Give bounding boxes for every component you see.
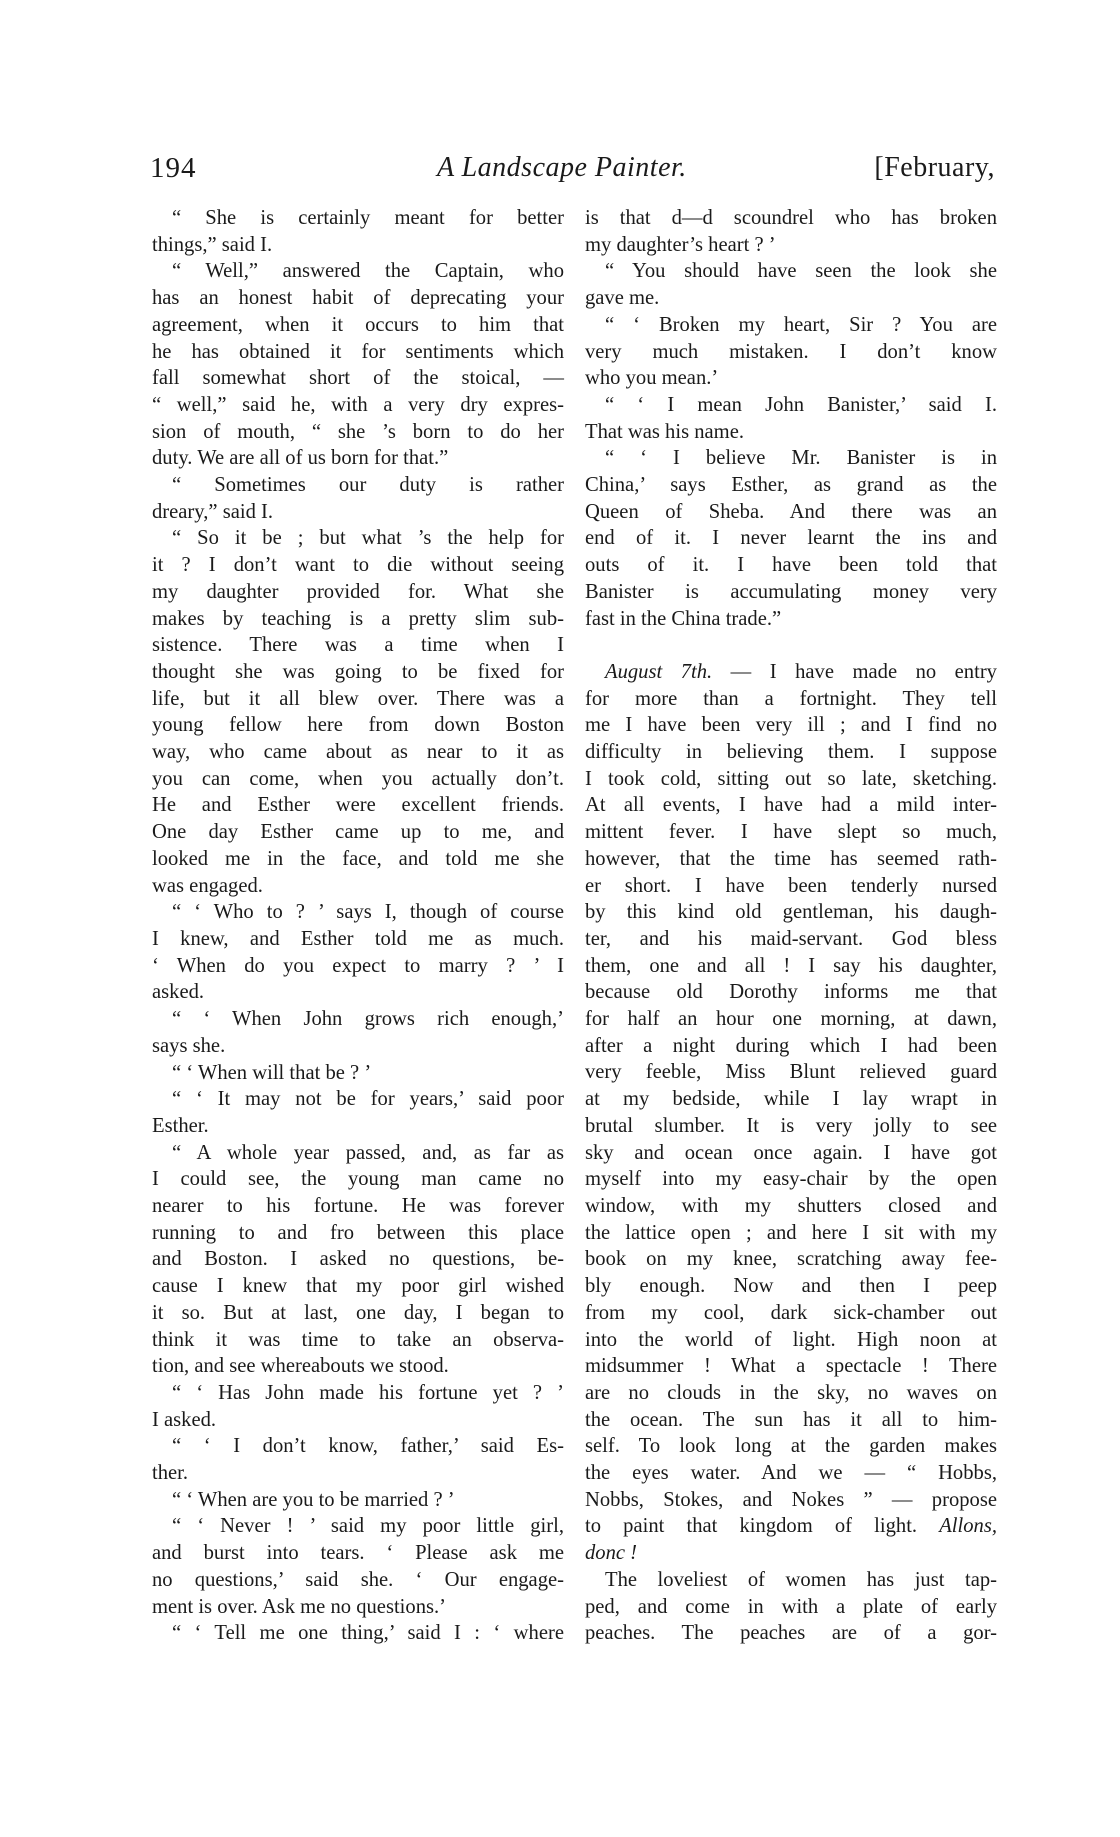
text-line: I asked.	[152, 1408, 217, 1431]
right-column-dialogue	[585, 205, 997, 632]
text-line: young fellow here from down Boston	[152, 714, 564, 737]
text-line: way, who came about as near to it as	[152, 741, 564, 764]
text-line: “ ‘ Has John made his fortune yet ? ’	[172, 1381, 564, 1404]
text-line: the ocean. The sun has it all to him-	[585, 1408, 997, 1431]
text-line: very much mistaken. I don’t know	[585, 340, 997, 363]
text-line	[585, 1540, 997, 1567]
text-line: window, with my shutters closed and	[585, 1195, 997, 1217]
text-line: think it was time to take an observa-	[152, 1328, 564, 1351]
text-line: sistence. There was a time when I	[152, 634, 564, 657]
text-line: “ A whole year passed, and, as far as	[172, 1141, 564, 1164]
text-line: fall somewhat short of the stoical, —	[152, 367, 564, 390]
text-line: by this kind old gentleman, his daugh-	[585, 901, 997, 924]
text-line: Queen of Sheba. And there was an	[585, 500, 997, 523]
text-line: brutal slumber. It is very jolly to see	[585, 1114, 997, 1137]
text-line: nearer to his fortune. He was forever	[152, 1195, 564, 1218]
text-line: “ You should have seen the look she	[605, 260, 997, 283]
text-line: I knew, and Esther told me as much.	[152, 927, 564, 950]
text-line: running to and fro between this place	[152, 1221, 564, 1244]
text-line: book on my knee, scratching away fee-	[585, 1248, 997, 1271]
text-line: The loveliest of women has just tap-	[605, 1568, 997, 1591]
text-line: ther.	[152, 1462, 189, 1485]
text-line: outs of it. I have been told that	[585, 554, 997, 577]
text-line: no questions,’ said she. ‘ Our engage-	[152, 1568, 564, 1591]
text-line: sky and ocean once again. I have got	[585, 1141, 997, 1164]
text-line: myself into my easy-chair by the open	[585, 1168, 997, 1191]
section-gap	[585, 632, 997, 659]
text-line: “ ‘ Broken my heart, Sir ? You are	[605, 313, 997, 336]
text-line: things,” said I.	[152, 233, 273, 256]
text-line: “ ‘ When John grows rich enough,’	[172, 1008, 564, 1031]
text-line: “ well,” said he, with a very dry expres-	[152, 393, 564, 416]
text-line: “ ‘ I believe Mr. Banister is in	[605, 447, 997, 470]
text-line: peaches. The peaches are of a gor-	[585, 1622, 997, 1645]
diary-entry	[585, 659, 997, 1567]
text-line: says she.	[152, 1034, 226, 1057]
text-line: you can come, when you actually don’t.	[152, 767, 564, 790]
text-line: the eyes water. And we — “ Hobbs,	[585, 1462, 997, 1485]
text-line: tion, and see whereabouts we stood.	[152, 1355, 449, 1378]
issue-month: [February,	[874, 152, 995, 183]
text-line: after a night during which I had been	[585, 1034, 997, 1057]
text-line: agreement, when it occurs to him that	[152, 313, 564, 336]
text-line: because old Dorothy informs me that	[585, 981, 997, 1004]
text-line: gave me.	[585, 287, 660, 310]
foreign-phrase-allons: Allons,	[939, 1515, 997, 1538]
text-line: That was his name.	[585, 420, 744, 443]
text-line: asked.	[152, 981, 205, 1004]
text-line: “ ‘ It may not be for years,’ said poor	[172, 1088, 564, 1111]
text-line: was engaged.	[152, 874, 263, 897]
text-line: At all events, I have had a mild inter-	[585, 794, 997, 817]
text-line	[585, 659, 997, 686]
text-line: who you mean.’	[585, 367, 719, 390]
text-line: I took cold, sitting out so late, sketching.	[585, 767, 997, 790]
line-text: to paint that kingdom of light.	[585, 1515, 918, 1538]
text-line: however, that the time has seemed rath-	[585, 847, 997, 870]
text-line: ter, and his maid-servant. God bless	[585, 927, 997, 950]
text-line: ped, and come in with a plate of early	[585, 1595, 997, 1618]
text-line: ‘ When do you expect to marry ? ’ I	[152, 954, 564, 977]
text-line: “ So it be ; but what ’s the help for	[172, 527, 564, 550]
text-line: difficulty in believing them. I suppose	[585, 741, 997, 764]
text-line: self. To look long at the garden makes	[585, 1435, 997, 1458]
text-line: duty. We are all of us born for that.”	[152, 447, 449, 470]
text-line: dreary,” said I.	[152, 500, 274, 523]
running-title: A Landscape Painter.	[437, 152, 687, 183]
text-line: and burst into tears. ‘ Please ask me	[152, 1542, 564, 1565]
text-line: bly enough. Now and then I peep	[585, 1275, 997, 1298]
foreign-phrase-donc: donc !	[585, 1542, 638, 1565]
text-line: “ ‘ When are you to be married ? ’	[172, 1488, 455, 1511]
text-line: Esther.	[152, 1114, 209, 1137]
running-header	[150, 146, 995, 190]
text-line: “ She is certainly meant for better	[172, 207, 564, 229]
text-line: mittent fever. I have slept so much,	[585, 821, 997, 844]
text-line: “ ‘ Never ! ’ said my poor little girl,	[172, 1515, 564, 1538]
text-line: “ ‘ Who to ? ’ says I, though of course	[172, 901, 564, 924]
text-line: has an honest habit of deprecating your	[152, 287, 564, 310]
text-line: he has obtained it for sentiments which	[152, 340, 564, 363]
text-line: cause I knew that my poor girl wished	[152, 1275, 564, 1298]
text-line: for half an hour one morning, at dawn,	[585, 1008, 997, 1031]
text-line: at my bedside, while I lay wrapt in	[585, 1088, 997, 1111]
entry-date: August 7th.	[605, 660, 713, 683]
text-line: and Boston. I asked no questions, be-	[152, 1248, 564, 1271]
text-line: for more than a fortnight. They tell	[585, 687, 997, 710]
left-column	[152, 205, 564, 1647]
text-line: my daughter’s heart ? ’	[585, 233, 776, 256]
text-line: them, one and all ! I say his daughter,	[585, 954, 997, 977]
text-line: Nobbs, Stokes, and Nokes ” — propose	[585, 1488, 997, 1511]
text-line: life, but it all blew over. There was a	[152, 687, 564, 710]
text-line: “ ‘ I don’t know, father,’ said Es-	[172, 1435, 564, 1458]
text-line: very feeble, Miss Blunt relieved guard	[585, 1061, 997, 1084]
text-line: I could see, the young man came no	[152, 1168, 564, 1191]
text-line: midsummer ! What a spectacle ! There	[585, 1355, 997, 1378]
text-line: my daughter provided for. What she	[152, 580, 564, 603]
text-line: is that d—d scoundrel who has broken	[585, 207, 997, 229]
text-line: thought she was going to be fixed for	[152, 660, 564, 683]
text-line: are no clouds in the sky, no waves on	[585, 1381, 997, 1404]
text-line	[585, 1513, 997, 1540]
text-line: China,’ says Esther, as grand as the	[585, 474, 997, 497]
text-line: “ ‘ When will that be ? ’	[172, 1061, 372, 1084]
page-number: 194	[150, 152, 197, 184]
text-line: end of it. I never learnt the ins and	[585, 527, 997, 550]
text-line: it so. But at last, one day, I began to	[152, 1301, 564, 1324]
text-line: makes by teaching is a pretty slim sub-	[152, 607, 564, 630]
text-line: it ? I don’t want to die without seeing	[152, 554, 564, 577]
text-line: “ ‘ Tell me one thing,’ said I : ‘ where	[172, 1622, 564, 1645]
right-column-closing-paragraph	[585, 1567, 997, 1647]
text-line: sion of mouth, “ she ’s born to do her	[152, 420, 564, 443]
text-line: me I have been very ill ; and I find no	[585, 714, 997, 737]
text-line: the lattice open ; and here I sit with my	[585, 1221, 997, 1244]
text-line: ment is over. Ask me no questions.’	[152, 1595, 447, 1618]
text-line: “ Sometimes our duty is rather	[172, 474, 564, 497]
text-line: er short. I have been tenderly nursed	[585, 874, 997, 897]
text-line: into the world of light. High noon at	[585, 1328, 997, 1351]
text-line: fast in the China trade.”	[585, 607, 782, 630]
text-line: looked me in the face, and told me she	[152, 847, 564, 870]
diary-entry-body	[585, 686, 997, 1514]
text-line: from my cool, dark sick-chamber out	[585, 1301, 997, 1324]
right-column	[585, 205, 997, 1647]
text-line: “ ‘ I mean John Banister,’ said I.	[605, 393, 997, 416]
text-line: Banister is accumulating money very	[585, 580, 997, 603]
text-line: One day Esther came up to me, and	[152, 821, 564, 844]
text-line: “ Well,” answered the Captain, who	[172, 260, 564, 283]
text-line: He and Esther were excellent friends.	[152, 794, 564, 817]
entry-opening: — I have made no entry	[712, 660, 997, 683]
